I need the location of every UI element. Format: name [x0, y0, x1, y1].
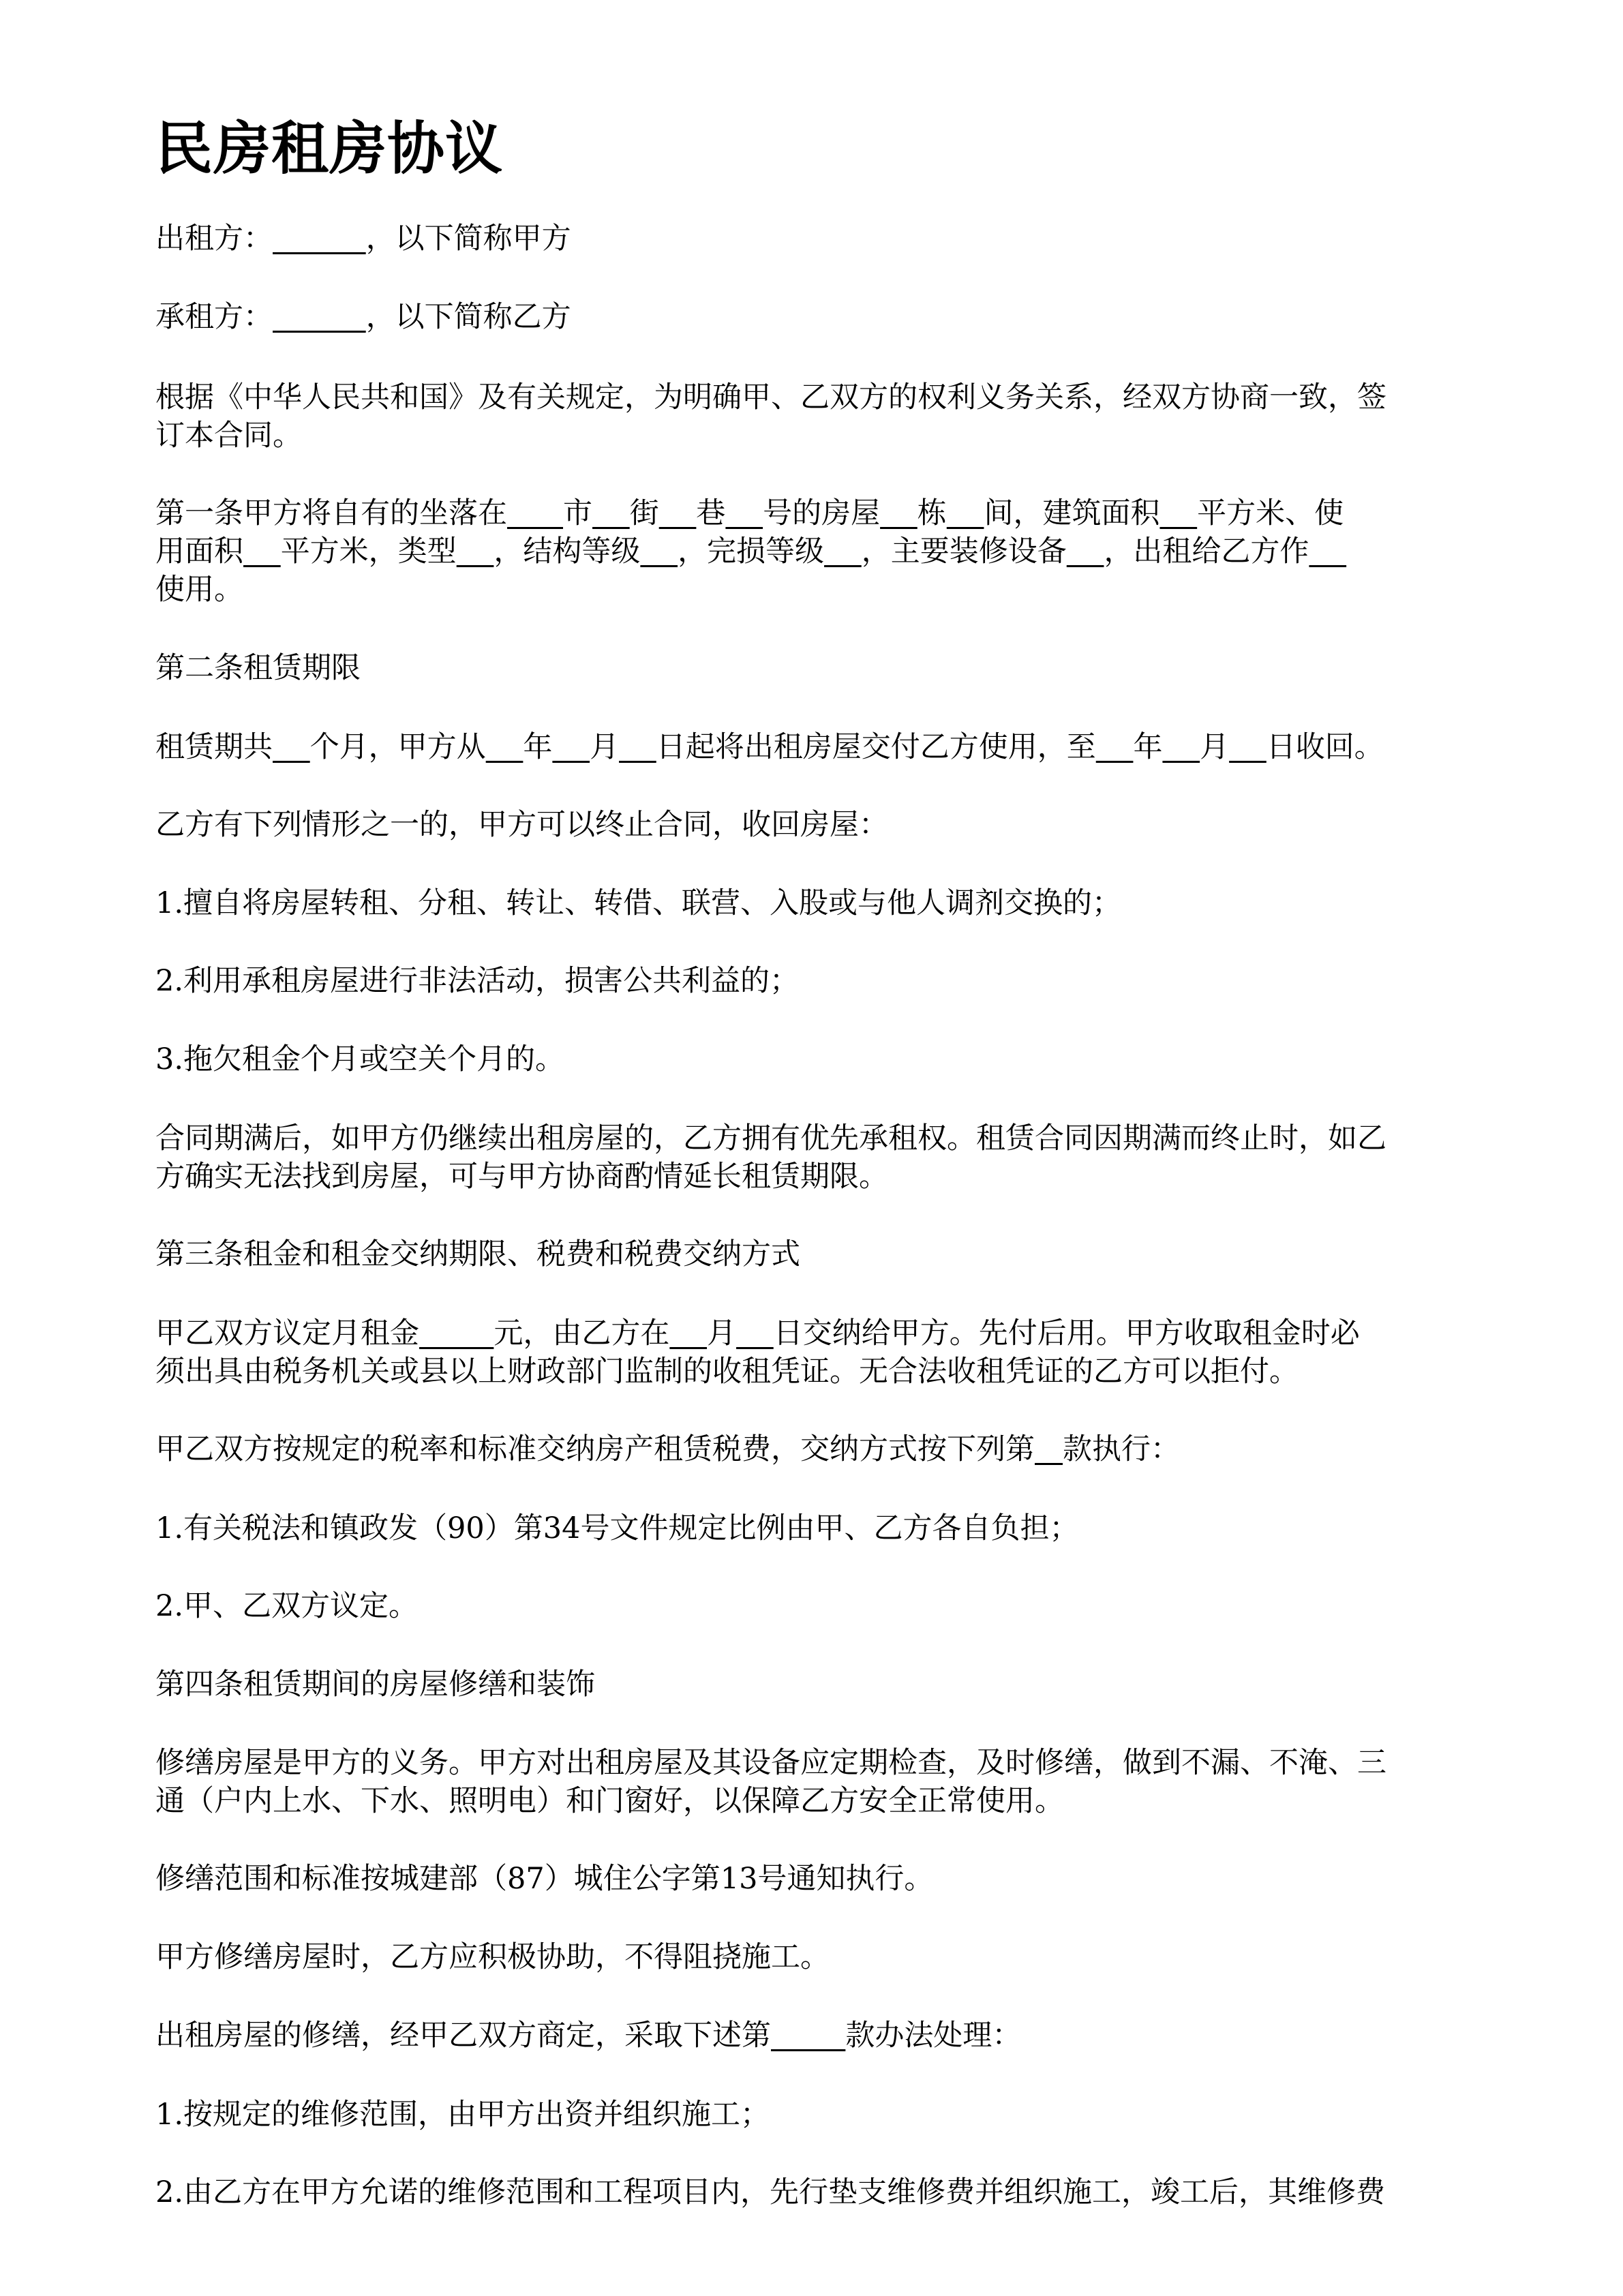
- lessee-blank: [273, 300, 366, 334]
- article-2-heading: 第二条租赁期限: [155, 651, 361, 685]
- repair-duty-line-2: 通（户内上水、下水、照明电）和门窗好，以保障乙方安全正常使用。: [155, 1784, 1064, 1818]
- lessor-suffix: ，以下简称甲方: [365, 222, 571, 256]
- renewal-line-1: 合同期满后，如甲方仍继续出租房屋的，乙方拥有优先承租权。租赁合同因期满而终止时，如乙: [155, 1121, 1386, 1155]
- renewal-line-2: 方确实无法找到房屋，可与甲方协商酌情延长租赁期限。: [155, 1160, 888, 1194]
- article-4-heading: 第四条租赁期间的房屋修缮和装饰: [155, 1667, 595, 1702]
- article-3-heading: 第三条租金和租金交纳期限、税费和税费交纳方式: [155, 1237, 800, 1271]
- repair-duty-line-1: 修缮房屋是甲方的义务。甲方对出租房屋及其设备应定期检查，及时修缮，做到不漏、不淹、三: [155, 1746, 1386, 1780]
- preamble-line-1: 根据《中华人民共和国》及有关规定，为明确甲、乙双方的权利义务关系，经双方协商一致，签: [155, 380, 1386, 414]
- rent-line-2: 须出具由税务机关或县以上财政部门监制的收租凭证。无合法收租凭证的乙方可以拒付。: [155, 1355, 1299, 1389]
- repair-scope: 修缮范围和标准按城建部（87）城住公字第13号通知执行。: [155, 1862, 934, 1896]
- preamble-line-2: 订本合同。: [155, 419, 302, 453]
- rent-line-1: 甲乙双方议定月租金 元，由乙方在 月 日交纳给甲方。先付后用。甲方收取租金时必: [155, 1316, 1360, 1350]
- tax-item-2: 2.甲、乙双方议定。: [155, 1589, 419, 1623]
- lessor-blank: [273, 222, 366, 256]
- repair-method-2: 2.由乙方在甲方允诺的维修范围和工程项目内，先行垫支维修费并组织施工，竣工后，其维修费: [155, 2175, 1386, 2209]
- termination-item-2: 2.利用承租房屋进行非法活动，损害公共利益的；: [155, 964, 800, 998]
- repair-cooperation: 甲方修缮房屋时，乙方应积极协助，不得阻挠施工。: [155, 1940, 830, 1974]
- termination-item-3: 3.拖欠租金个月或空关个月的。: [155, 1042, 565, 1076]
- tax-line: 甲乙双方按规定的税率和标准交纳房产租赁税费，交纳方式按下列第 款执行：: [155, 1432, 1181, 1466]
- lessor-line: [155, 220, 571, 258]
- lessor-label: 出租方：: [155, 222, 273, 256]
- lessee-line: [155, 298, 571, 336]
- termination-intro: 乙方有下列情形之一的，甲方可以终止合同，收回房屋：: [155, 808, 888, 842]
- article-1-line-2: 用面积 平方米，类型 ，结构等级 ，完损等级 ，主要装修设备 ，出租给乙方作: [155, 534, 1309, 569]
- repair-method-1: 1.按规定的维修范围，由甲方出资并组织施工；: [155, 2098, 770, 2132]
- document-title: 民房租房协议: [155, 115, 504, 182]
- termination-item-1: 1.擅自将房屋转租、分租、转让、转借、联营、入股或与他人调剂交换的；: [155, 886, 1122, 920]
- repair-method-line: 出租房屋的修缮，经甲乙双方商定，采取下述第 款办法处理：: [155, 2019, 1022, 2053]
- lease-term-line: 租赁期共 个月，甲方从 年 月 日起将出租房屋交付乙方使用，至 年 月 日收回。: [155, 730, 1384, 764]
- article-1-line-3: 使用。: [155, 573, 243, 607]
- tax-item-1: 1.有关税法和镇政发（90）第34号文件规定比例由甲、乙方各自负担；: [155, 1511, 1079, 1545]
- lessee-suffix: ，以下简称乙方: [365, 300, 571, 334]
- lessee-label: 承租方：: [155, 300, 273, 334]
- article-1-line-1: 第一条甲方将自有的坐落在 市 街 巷 号的房屋 栋 间，建筑面积 平方米、使: [155, 496, 1344, 530]
